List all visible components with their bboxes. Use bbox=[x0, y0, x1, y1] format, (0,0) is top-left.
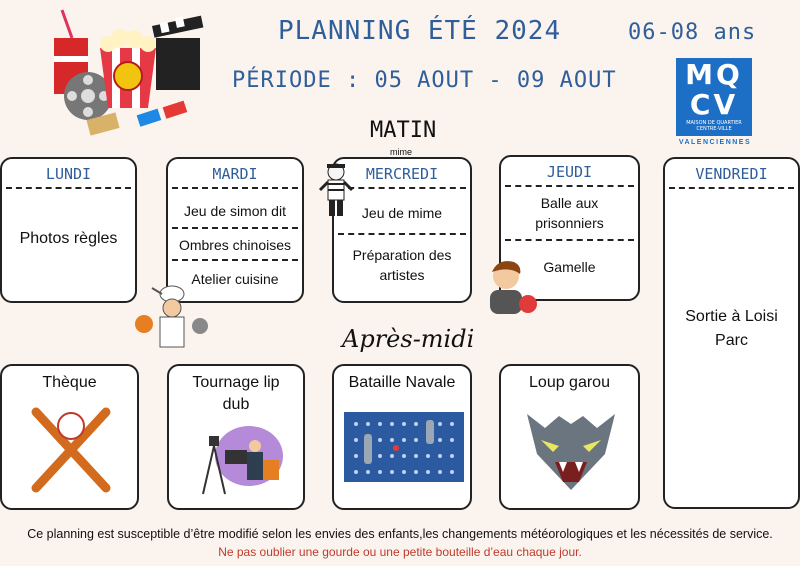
age-range: 06-08 ans bbox=[628, 20, 757, 45]
activity-title: Tournage lip dub bbox=[192, 374, 280, 413]
activity: Sortie à Loisi Parc bbox=[685, 308, 778, 349]
battleship-board-icon bbox=[334, 394, 472, 486]
activity-title: Bataille Navale bbox=[348, 374, 456, 391]
activity: Ombres chinoises bbox=[178, 237, 292, 253]
activity: Jeu de mime bbox=[361, 205, 443, 221]
day-name: MARDI bbox=[212, 165, 258, 183]
day-card-vendredi bbox=[663, 157, 800, 509]
day-card-lundi bbox=[0, 157, 137, 303]
chef-icon bbox=[132, 284, 212, 350]
logo-letters-top: MQ bbox=[685, 58, 743, 91]
logo bbox=[676, 58, 752, 136]
section-matin-title: MATIN bbox=[370, 118, 437, 143]
boy-icon bbox=[484, 256, 542, 316]
day-name: MERCREDI bbox=[365, 165, 439, 183]
activity: Jeu de simon dit bbox=[184, 203, 286, 219]
logo-subtitle: MAISON DE QUARTIER CENTRE-VILLE bbox=[686, 120, 742, 132]
page-title: PLANNING ÉTÉ 2024 bbox=[278, 16, 562, 46]
section-apres-title: Après-midi bbox=[342, 325, 475, 353]
video-camera-icon bbox=[169, 416, 305, 496]
activity: Balle aux prisonniers bbox=[535, 195, 604, 231]
baseball-icon bbox=[2, 394, 139, 494]
day-name: LUNDI bbox=[45, 165, 92, 183]
afternoon-card-loupgarou bbox=[499, 364, 640, 510]
cinema-illustration bbox=[48, 8, 208, 138]
day-name: JEUDI bbox=[546, 163, 593, 181]
mime-icon bbox=[318, 162, 354, 218]
day-name: VENDREDI bbox=[695, 165, 768, 183]
activity: Gamelle bbox=[543, 259, 596, 275]
activity-title: Thèque bbox=[42, 374, 97, 391]
activity: Photos règles bbox=[19, 230, 118, 247]
day-card-mardi bbox=[166, 157, 304, 303]
afternoon-card-theque bbox=[0, 364, 139, 510]
afternoon-card-bataille bbox=[332, 364, 472, 510]
activity: Atelier cuisine bbox=[191, 271, 279, 287]
activity-title: Loup garou bbox=[529, 374, 610, 391]
logo-letters-bottom: CV bbox=[689, 88, 739, 121]
mime-caption: mime bbox=[390, 147, 412, 157]
activity: Préparation des artistes bbox=[352, 247, 452, 283]
logo-city: VALENCIENNES bbox=[678, 139, 752, 146]
footer-note: Ce planning est susceptible d’être modifié selon les envies des enfants,les changements météorologiques et les nécessités de service. bbox=[27, 527, 773, 541]
period-label: PÉRIODE : 05 AOUT - 09 AOUT bbox=[232, 68, 617, 93]
wolf-icon bbox=[501, 394, 640, 494]
afternoon-card-lipdub bbox=[167, 364, 305, 510]
footer-reminder: Ne pas oublier une gourde ou une petite bouteille d’eau chaque jour. bbox=[218, 545, 582, 559]
